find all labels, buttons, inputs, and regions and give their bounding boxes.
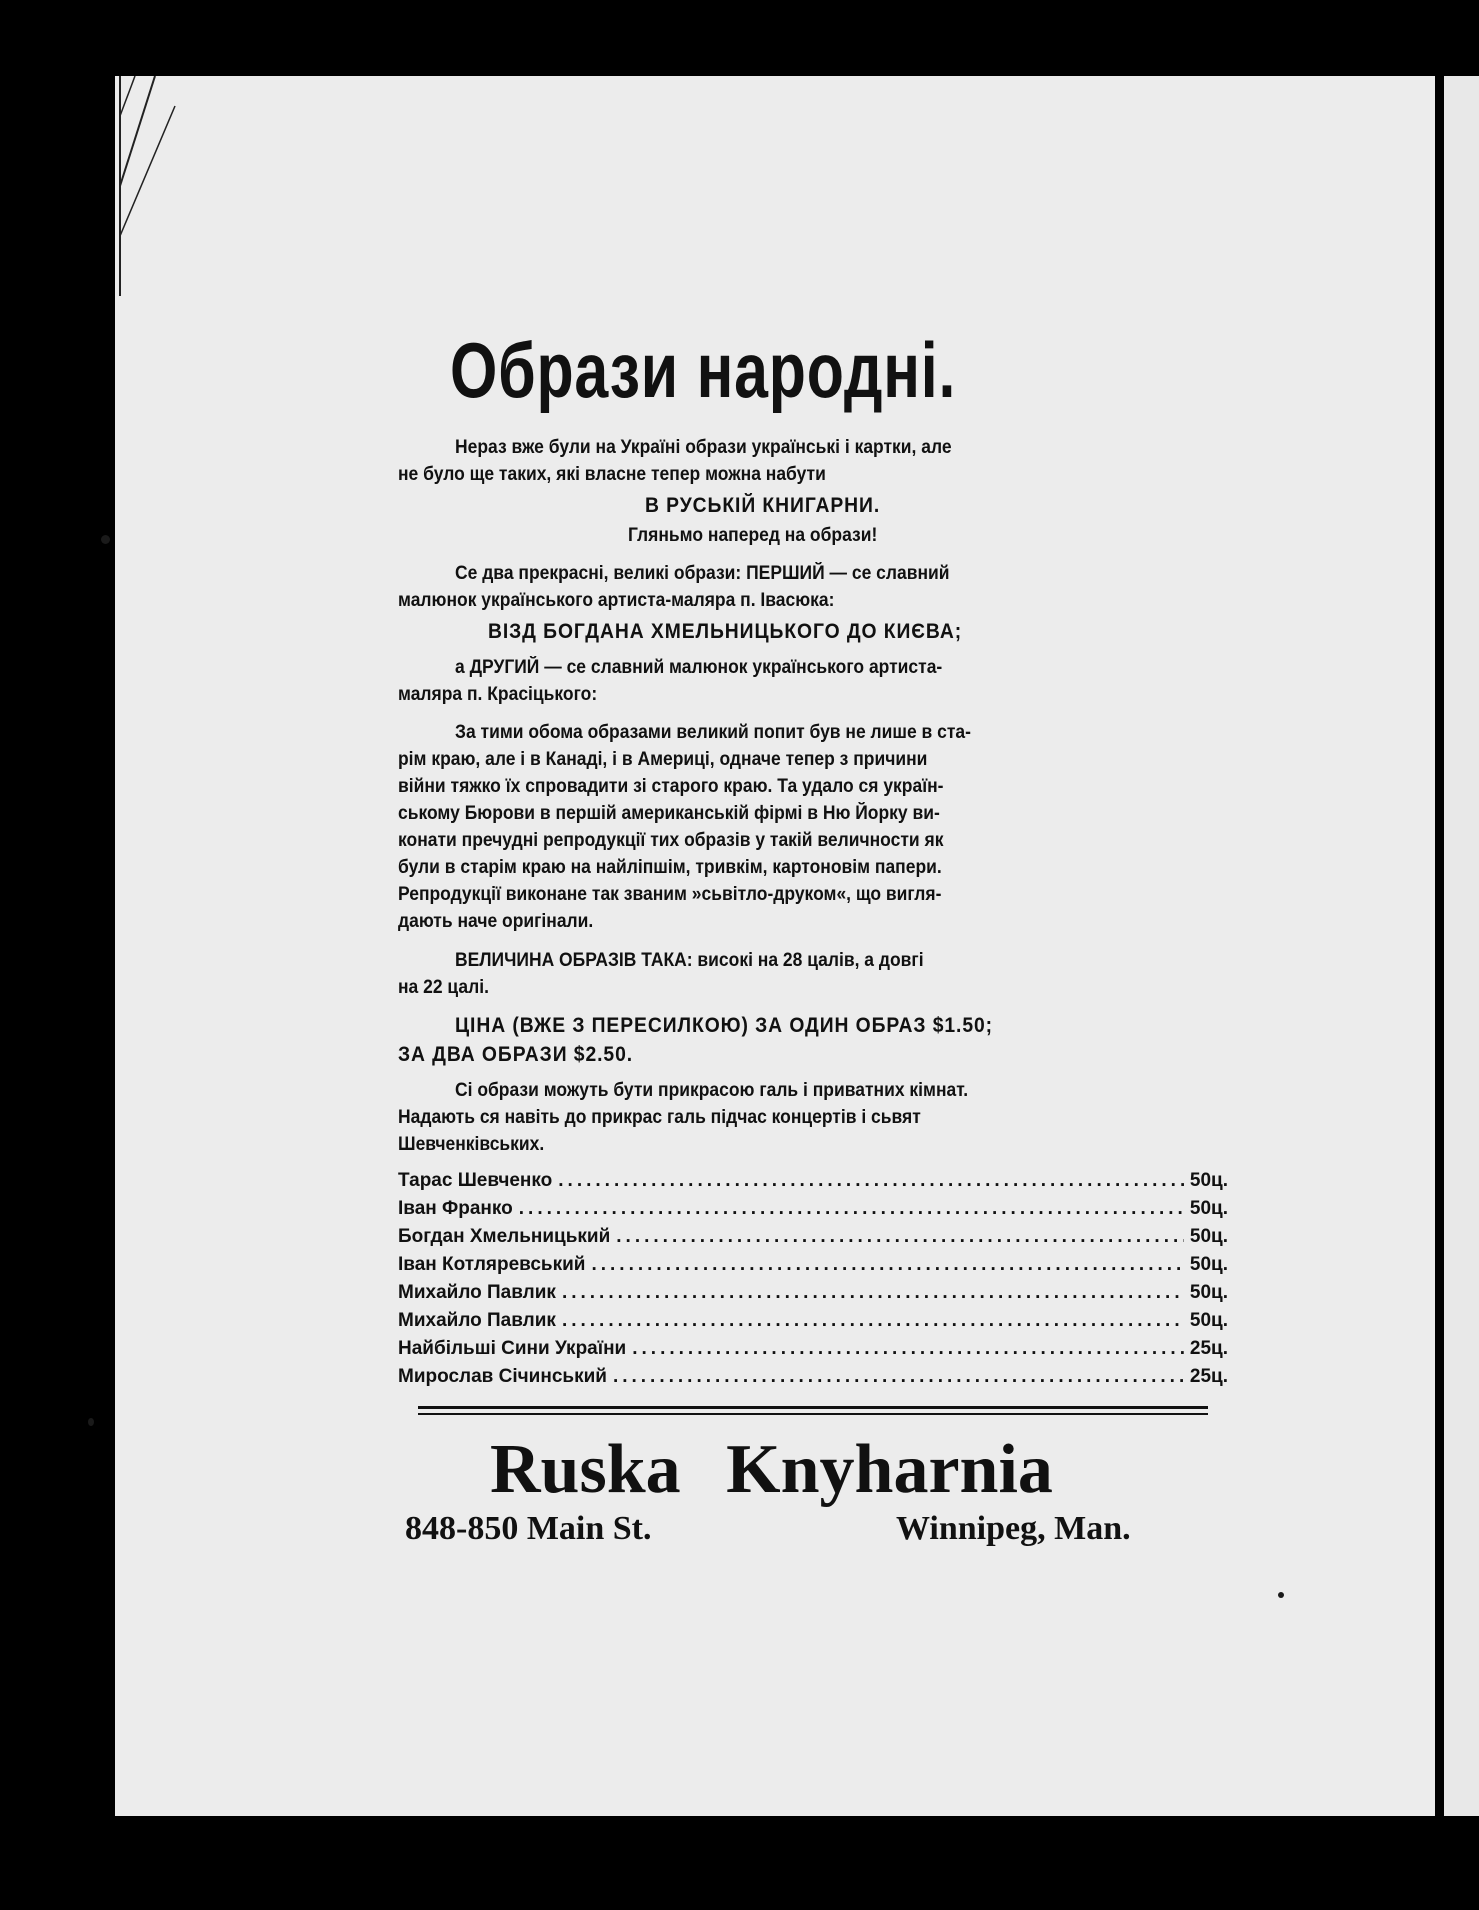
price-list-item-price: 25ц. — [1189, 1338, 1228, 1359]
price-list-row — [398, 1366, 1228, 1393]
price-list-item-price: 50ц. — [1189, 1254, 1228, 1275]
page-title: Образи народні. — [450, 326, 957, 414]
speck — [101, 535, 110, 544]
intro-line-1: Нераз вже були на Україні образи українські і картки, але — [455, 437, 952, 458]
demand-line: дають наче оригінали. — [398, 911, 594, 932]
price-list-row — [398, 1226, 1228, 1253]
pictures-line-4: маляра п. Красіцького: — [398, 684, 598, 705]
store-address: 848-850 Main St. — [405, 1510, 652, 1547]
intro-line-2: не було ще таких, які власне тепер можна набути — [398, 464, 826, 485]
price-list-item-name: Тарас Шевченко — [398, 1170, 553, 1191]
leader-dots — [519, 1198, 1184, 1220]
corner-fold-mark — [115, 76, 235, 296]
price-line-1: ЦІНА (ВЖЕ З ПЕРЕСИЛКОЮ) ЗА ОДИН ОБРАЗ $1.50; — [455, 1014, 994, 1037]
price-list-item-name: Михайло Павлик — [398, 1282, 556, 1303]
price-list-item-price: 25ц. — [1189, 1366, 1228, 1387]
price-list-item-name: Мирослав Січинський — [398, 1366, 607, 1387]
leader-dots — [616, 1226, 1184, 1248]
intro-store-name: В РУСЬКІЙ КНИГАРНИ. — [645, 494, 881, 517]
pictures-line-3: а ДРУГИЙ — се славний малюнок українського артиста- — [455, 657, 943, 678]
demand-line: Репродукції виконане так званим »сьвітло-друком«, що вигля- — [398, 884, 942, 905]
price-list-row — [398, 1170, 1228, 1197]
adjacent-page-edge — [1444, 76, 1479, 1816]
price-list-item-name: Найбільші Сини України — [398, 1338, 627, 1359]
speck — [1278, 1592, 1284, 1598]
price-list-item-price: 50ц. — [1189, 1170, 1228, 1191]
price-list-row — [398, 1198, 1228, 1225]
divider-rule — [418, 1406, 1208, 1409]
demand-line: війни тяжко їх спровадити зі старого краю. Та удало ся україн- — [398, 776, 944, 797]
speck — [88, 1418, 94, 1426]
price-list-item-name: Михайло Павлик — [398, 1310, 556, 1331]
price-list-row — [398, 1282, 1228, 1309]
price-list-item-name: Богдан Хмельницький — [398, 1226, 611, 1247]
store-city: Winnipeg, Man. — [896, 1510, 1131, 1547]
leader-dots — [562, 1310, 1184, 1332]
intro-look: Гляньмо наперед на образи! — [628, 525, 878, 546]
first-picture-title: ВІЗД БОГДАНА ХМЕЛЬНИЦЬКОГО ДО КИЄВА; — [488, 620, 963, 643]
leader-dots — [632, 1338, 1184, 1360]
store-name: Ruska Knyharnia — [490, 1431, 1053, 1508]
price-list-item-name: Іван Котляревський — [398, 1254, 586, 1275]
price-list-row — [398, 1338, 1228, 1365]
demand-line: рім краю, але і в Канаді, і в Америці, одначе тепер з причини — [398, 749, 928, 770]
leader-dots — [558, 1170, 1184, 1192]
usage-line: Надають ся навіть до прикрас галь підчас концертів і сьвят — [398, 1107, 921, 1128]
price-list-item-name: Іван Франко — [398, 1198, 513, 1219]
pictures-line-1: Се два прекрасні, великі образи: ПЕРШИЙ — се славний — [455, 563, 950, 584]
price-line-2: ЗА ДВА ОБРАЗИ $2.50. — [398, 1043, 634, 1066]
usage-line: Сі образи можуть бути прикрасою галь і приватних кімнат. — [455, 1080, 969, 1101]
price-list-item-price: 50ц. — [1189, 1282, 1228, 1303]
leader-dots — [591, 1254, 1183, 1276]
price-list-row — [398, 1310, 1228, 1337]
size-line-2: на 22 цалі. — [398, 977, 489, 998]
leader-dots — [562, 1282, 1184, 1304]
demand-line: конати пречудні репродукції тих образів у такій величности як — [398, 830, 944, 851]
divider-rule — [418, 1413, 1208, 1415]
price-list-item-price: 50ц. — [1189, 1198, 1228, 1219]
demand-line: За тими обома образами великий попит був не лише в ста- — [455, 722, 971, 743]
leader-dots — [613, 1366, 1184, 1388]
price-list-item-price: 50ц. — [1189, 1226, 1228, 1247]
demand-line: були в старім краю на найліпшім, тривкім, картоновім папери. — [398, 857, 942, 878]
pictures-line-2: малюнок українського артиста-маляра п. Івасюка: — [398, 590, 835, 611]
demand-line: ському Бюрови в першій американській фірмі в Ню Йорку ви- — [398, 803, 940, 824]
size-line-1: ВЕЛИЧИНА ОБРАЗІВ ТАКА: високі на 28 цалів, а довгі — [455, 950, 924, 971]
price-list-row — [398, 1254, 1228, 1281]
usage-line: Шевченківських. — [398, 1134, 545, 1155]
price-list-item-price: 50ц. — [1189, 1310, 1228, 1331]
